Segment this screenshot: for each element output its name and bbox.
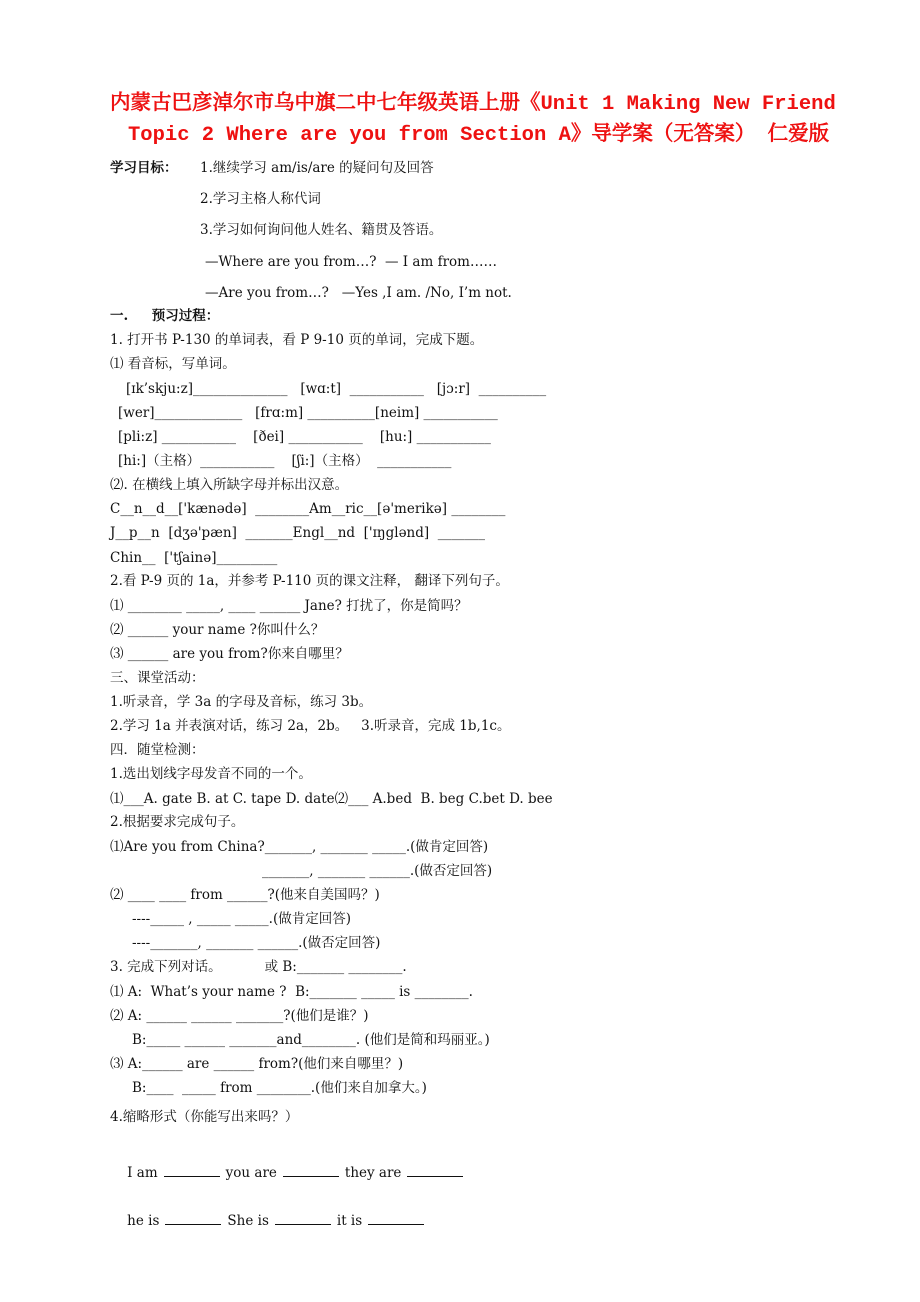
text-line: ⑵ ______ your name ?你叫什么？ [110,622,325,638]
contraction-item: he is [127,1213,160,1229]
example-2: —Are you from…? —Yes ,I am. /No, I’m not. [205,285,512,301]
answer-blank[interactable] [164,1164,220,1177]
text-line: 1.听录音，学 3a 的字母及音标，练习 3b。 [110,694,373,710]
objective-1: 1.继续学习 am/is/are 的疑问句及回答 [200,160,434,176]
text-line: ⑴ 看音标，写单词。 [110,356,236,372]
contraction-item: you are [225,1165,277,1181]
answer-blank[interactable] [275,1212,331,1225]
text-line: ⑵ A: ______ ______ _______?(他们是谁？) [110,1008,369,1024]
objective-2: 2.学习主格人称代词 [200,191,321,207]
text-line: 2.根据要求完成句子。 [110,814,245,830]
text-line: 1.选出划线字母发音不同的一个。 [110,766,312,782]
text-line: C__n__d__['kænədə] ________Am__ric__[ə'merikə] ________ [110,501,506,517]
text-line: ⑴ A: What’s your name ? B:_______ _____ is ________. [110,984,473,1000]
text-line: B:____ _____ from ________.(他们来自加拿大。) [132,1080,427,1096]
answer-blank[interactable] [165,1212,221,1225]
text-line: 2.看 P-9 页的 1a，并参考 P-110 页的课文注释， 翻译下列句子。 [110,573,509,589]
section-1-heading: 一. 预习过程： [110,308,220,324]
contraction-row-1 [110,1146,469,1200]
text-line: ⑶ A:______ are ______ from?(他们来自哪里？) [110,1056,404,1072]
text-line: ⑴Are you from China?_______, _______ _____.(做肯定回答) [110,839,489,855]
text-line: ⑴___A. gate B. at C. tape D. date⑵___ A.bed B. beg C.bet D. bee [110,791,553,807]
section-3-heading: 三、课堂活动： [110,670,205,686]
text-line: ----_______, _______ ______.(做否定回答) [132,935,381,951]
text-line: 1. 打开书 P-130 的单词表，看 P 9-10 页的单词，完成下题。 [110,332,484,348]
text-line: ⑶ ______ are you from?你来自哪里？ [110,646,349,662]
text-line: [pli:z] ___________ [ðei] ___________ [hu:] ___________ [118,429,491,445]
contraction-item: it is [336,1213,363,1229]
contraction-item: She is [227,1213,269,1229]
text-line: 3. 完成下列对话。 或 B:_______ ________. [110,959,407,975]
contraction-item: I am [127,1165,158,1181]
section-4-heading: 四．随堂检测： [110,742,205,758]
example-1: —Where are you from…? — I am from…… [205,254,497,270]
answer-blank[interactable] [407,1164,463,1177]
text-line: 4.缩略形式（你能写出来吗？） [110,1109,299,1125]
text-line: ⑵ ____ ____ from ______?(他来自美国吗？) [110,887,380,903]
contraction-item: they are [344,1165,402,1181]
title-line-2: Topic 2 Where are you from Section A》导学案（无答案） 仁爱版 [128,124,830,147]
text-line: ⑵. 在横线上填入所缺字母并标出汉意。 [110,477,349,493]
text-line: ----_____ , _____ _____.(做肯定回答) [132,911,351,927]
text-line: [wer]_____________ [frɑ:m] __________[neim] ___________ [118,405,498,421]
text-line: ⑴ ________ _____, ____ ______ Jane? 打扰了，你是简吗？ [110,598,468,614]
contraction-row-2 [110,1194,430,1248]
text-line: [hi:]（主格）___________ [ʃi:]（主格） ___________ [118,453,452,469]
answer-blank[interactable] [368,1212,424,1225]
text-line: J__p__n [dʒə'pæn] _______Engl__nd ['ɪŋglənd] _______ [110,525,485,541]
text-line: B:_____ ______ _______and________. (他们是简和玛丽亚。) [132,1032,490,1048]
title-line-1: 内蒙古巴彦淖尔市乌中旗二中七年级英语上册《Unit 1 Making New Friend [110,93,836,116]
text-line: _______, _______ ______.(做否定回答) [262,863,493,879]
text-line: Chin__ ['tʃainə]_________ [110,550,278,566]
objectives-label: 学习目标： [110,160,178,176]
text-line: 2.学习 1a 并表演对话，练习 2a，2b。 3.听录音，完成 1b,1c。 [110,718,511,734]
answer-blank[interactable] [283,1164,339,1177]
text-line: [ɪk’skju:z]______________ [wɑ:t] ___________ [jɔ:r] __________ [126,381,547,397]
objective-3: 3.学习如何询问他人姓名、籍贯及答语。 [200,222,443,238]
